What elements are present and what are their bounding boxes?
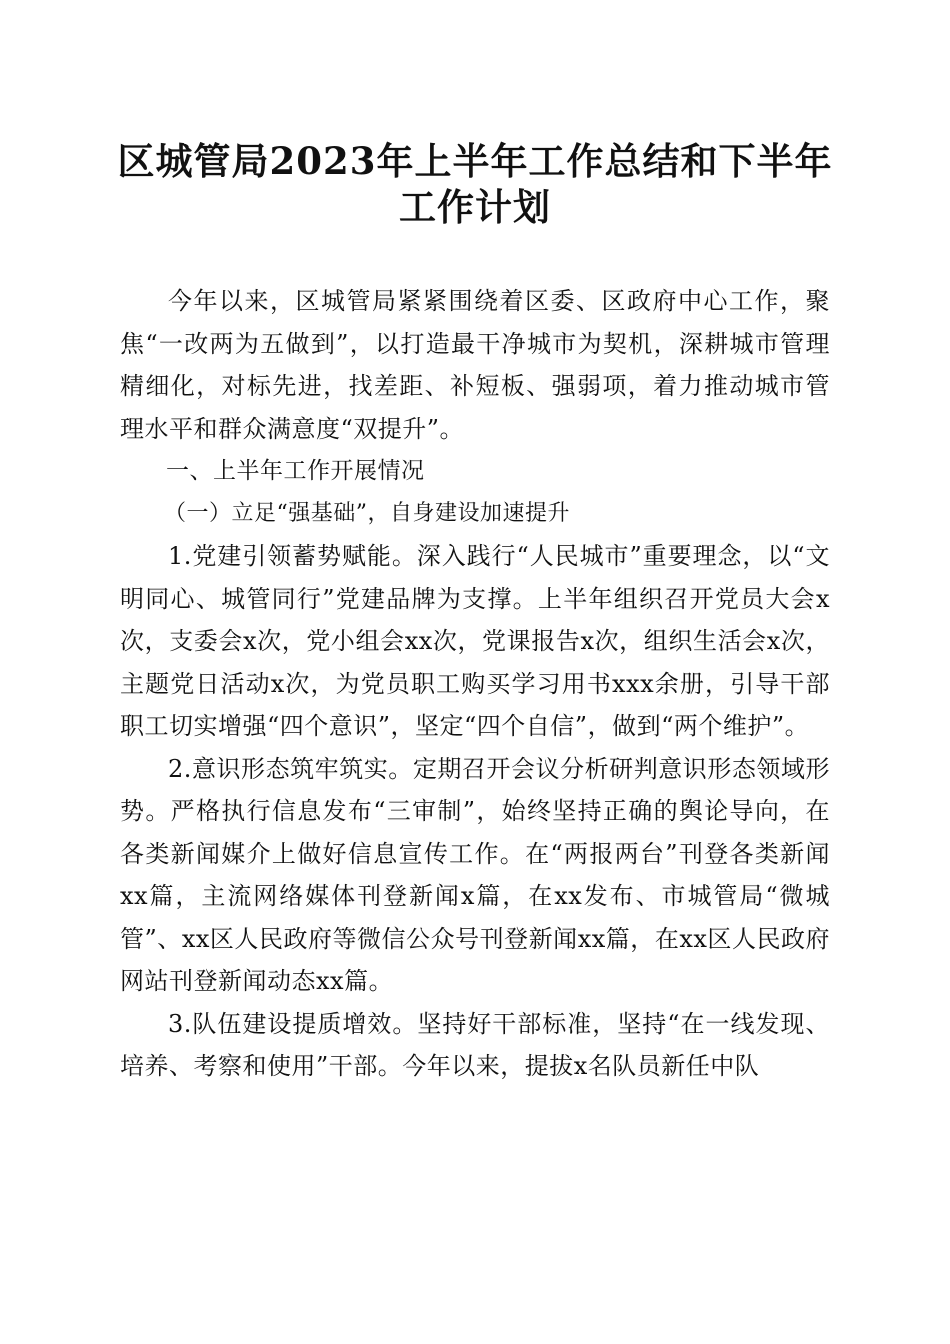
section-heading: 一、上半年工作开展情况	[166, 458, 425, 484]
document-body	[120, 280, 830, 1088]
body-paragraph: 3.队伍建设提质增效。坚持好干部标准，坚持“在一线发现、培养、考察和使用”干部。今年以来，提拔x名队员新任中队	[120, 1009, 830, 1080]
intro-paragraph: 今年以来，区城管局紧紧围绕着区委、区政府中心工作，聚焦“一改两为五做到”，以打造最干净城市为契机，深耕城市管理精细化，对标先进，找差距、补短板、强弱项，着力推动城市管理水平和群众满意度“双提升”。	[120, 287, 830, 443]
body-paragraph: 1.党建引领蓄势赋能。深入践行“人民城市”重要理念，以“文明同心、城管同行”党建品牌为支撑。上半年组织召开党员大会x次，支委会x次，党小组会xx次，党课报告x次，组织生活会x次，主题党日活动x次，为党员职工购买学习用书xxx余册，引导干部职工切实增强“四个意识”，坚定“四个自信”，做到“两个维护”。	[120, 542, 830, 740]
subsection-heading: （一）立足“强基础”，自身建设加速提升	[164, 500, 570, 526]
body-paragraph: 2.意识形态筑牢筑实。定期召开会议分析研判意识形态领域形势。严格执行信息发布“三审制”，始终坚持正确的舆论导向，在各类新闻媒介上做好信息宣传工作。在“两报两台”刊登各类新闻xx篇，主流网络媒体刊登新闻x篇，在xx发布、市城管局“微城管”、xx区人民政府等微信公众号刊登新闻xx篇，在xx区人民政府网站刊登新闻动态xx篇。	[120, 754, 830, 995]
document-title: 区城管局2023年上半年工作总结和下半年工作计划	[117, 139, 833, 229]
